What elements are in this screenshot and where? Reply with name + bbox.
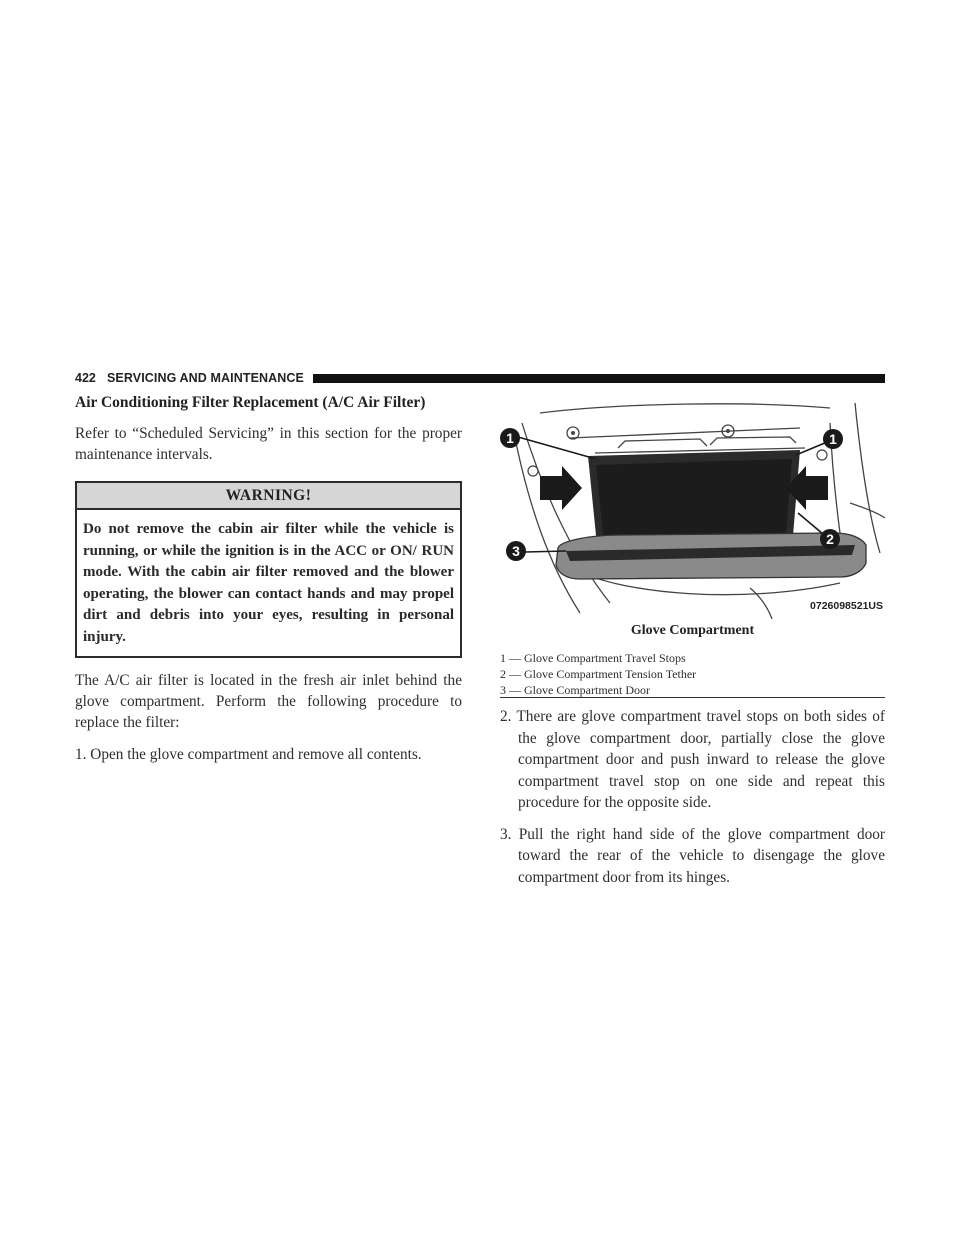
legend-item: 3 — Glove Compartment Door: [500, 683, 650, 697]
legend-item: 1 — Glove Compartment Travel Stops: [500, 651, 686, 665]
section-title: SERVICING AND MAINTENANCE: [107, 371, 304, 385]
header-rule: [313, 374, 885, 383]
intro-paragraph: Refer to “Scheduled Servicing” in this section for the proper maintenance intervals.: [75, 425, 462, 463]
warning-title: WARNING!: [77, 483, 460, 510]
legend-rule: [500, 697, 885, 698]
warning-box: [75, 481, 462, 658]
page-header: [75, 370, 885, 386]
callout-1-left: 1: [506, 430, 514, 446]
warning-text: Do not remove the cabin air filter while the vehicle is running, or while the ignition is in the ACC or ON/ RUN mode. With the cabin air filter removed and the blower operating, the blower can contact hands and may propel dirt and debris into your eyes, resulting in personal injury.: [83, 521, 454, 645]
page-number: 422: [75, 371, 96, 385]
legend-item: 2 — Glove Compartment Tension Tether: [500, 667, 697, 681]
glove-compartment-figure: [500, 393, 885, 619]
step-3: 3. Pull the right hand side of the glove compartment door toward the rear of the vehicle to disengage the glove compartment door from its hinges.: [500, 825, 885, 886]
figure-legend: [500, 650, 885, 698]
step-1: 1. Open the glove compartment and remove all contents.: [75, 746, 422, 763]
figure-caption: Glove Compartment: [630, 623, 755, 638]
right-column: [500, 706, 885, 888]
callout-3: 3: [512, 543, 520, 559]
callout-2: 2: [826, 531, 834, 547]
step-2: 2. There are glove compartment travel stops on both sides of the glove compartment door, partially close the glove compartment door and push inward to release the glove compartment travel stop on one side and repeat this procedure for the opposite side.: [500, 708, 885, 811]
left-column: [75, 393, 462, 765]
location-paragraph: The A/C air filter is located in the fresh air inlet behind the glove compartment. Perform the following procedure to replace the filter:: [75, 672, 462, 731]
section-heading: Air Conditioning Filter Replacement (A/C Air Filter): [75, 394, 426, 411]
figure-code: 0726098521US: [810, 600, 883, 612]
callout-1-right: 1: [829, 431, 837, 447]
